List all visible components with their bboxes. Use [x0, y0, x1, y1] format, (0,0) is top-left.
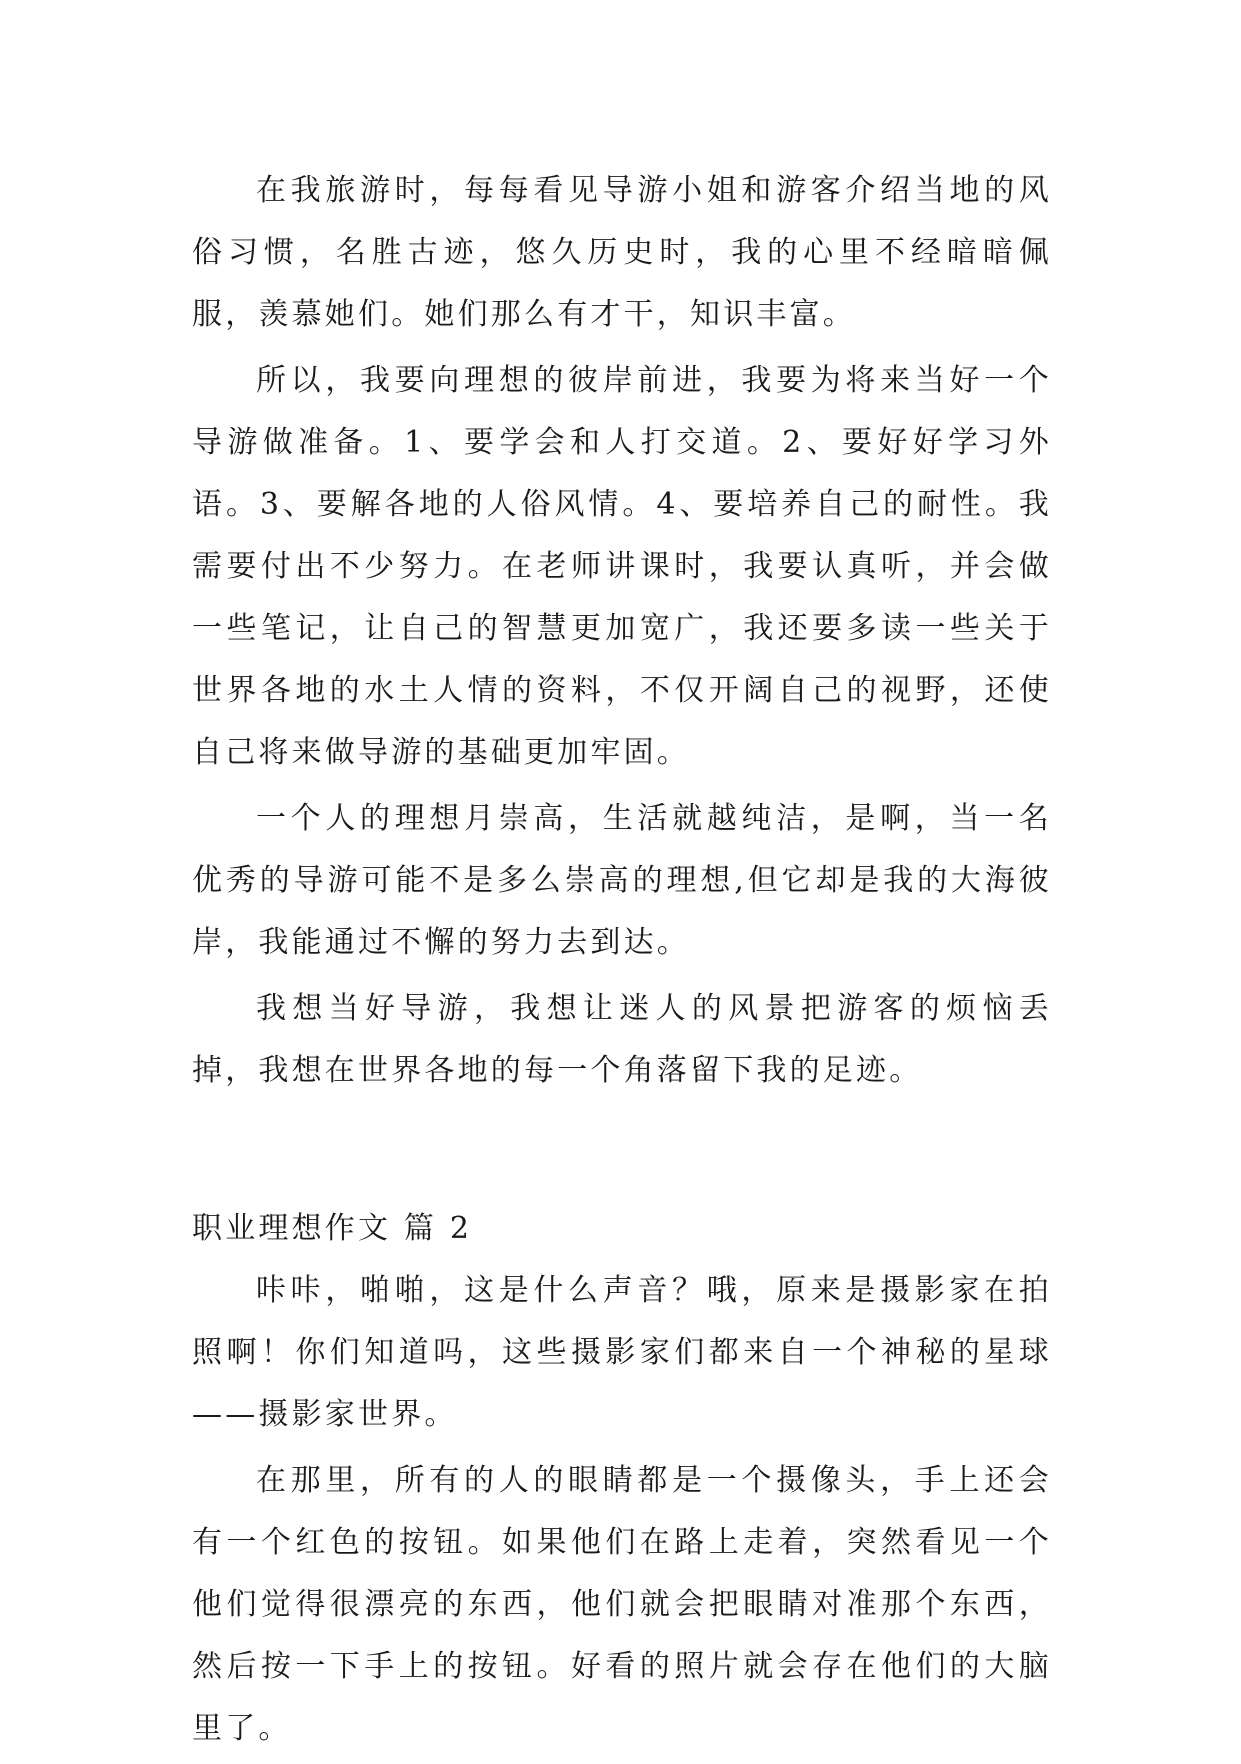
- paragraph-camera-eyes: 在那里，所有的人的眼睛都是一个摄像头，手上还会有一个红色的按钮。如果他们在路上走着，突然看见一个他们觉得很漂亮的东西，他们就会把眼睛对准那个东西，然后按一下手上的按钮。好看的照片就会存在他们的大脑里了。: [192, 1463, 1052, 1746]
- paragraph-tour-guide-admiration: 在我旅游时，每每看见导游小姐和游客介绍当地的风俗习惯，名胜古迹，悠久历史时，我的心里不经暗暗佩服，羡慕她们。她们那么有才干，知识丰富。: [192, 173, 1052, 332]
- paragraph-noble-ideal: 一个人的理想月崇高，生活就越纯洁，是啊，当一名优秀的导游可能不是多么崇高的理想,但它却是我的大海彼岸，我能通过不懈的努力去到达。: [192, 801, 1052, 960]
- paragraph-closing-wish: 我想当好导游，我想让迷人的风景把游客的烦恼丢掉，我想在世界各地的每一个角落留下我的足迹。: [192, 991, 1052, 1088]
- document-body: [192, 160, 1052, 1764]
- paragraph-photographer-intro: 咔咔，啪啪，这是什么声音？哦，原来是摄影家在拍照啊！你们知道吗，这些摄影家们都来自一个神秘的星球——摄影家世界。: [192, 1273, 1052, 1432]
- paragraph-preparation-plan: 所以，我要向理想的彼岸前进，我要为将来当好一个导游做准备。1、要学会和人打交道。2、要好好学习外语。3、要解各地的人俗风情。4、要培养自己的耐性。我需要付出不少努力。在老师讲课时，我要认真听，并会做一些笔记，让自己的智慧更加宽广，我还要多读一些关于世界各地的水土人情的资料，不仅开阔自己的视野，还使自己将来做导游的基础更加牢固。: [192, 363, 1052, 770]
- section-heading: 职业理想作文 篇 2: [192, 1211, 473, 1246]
